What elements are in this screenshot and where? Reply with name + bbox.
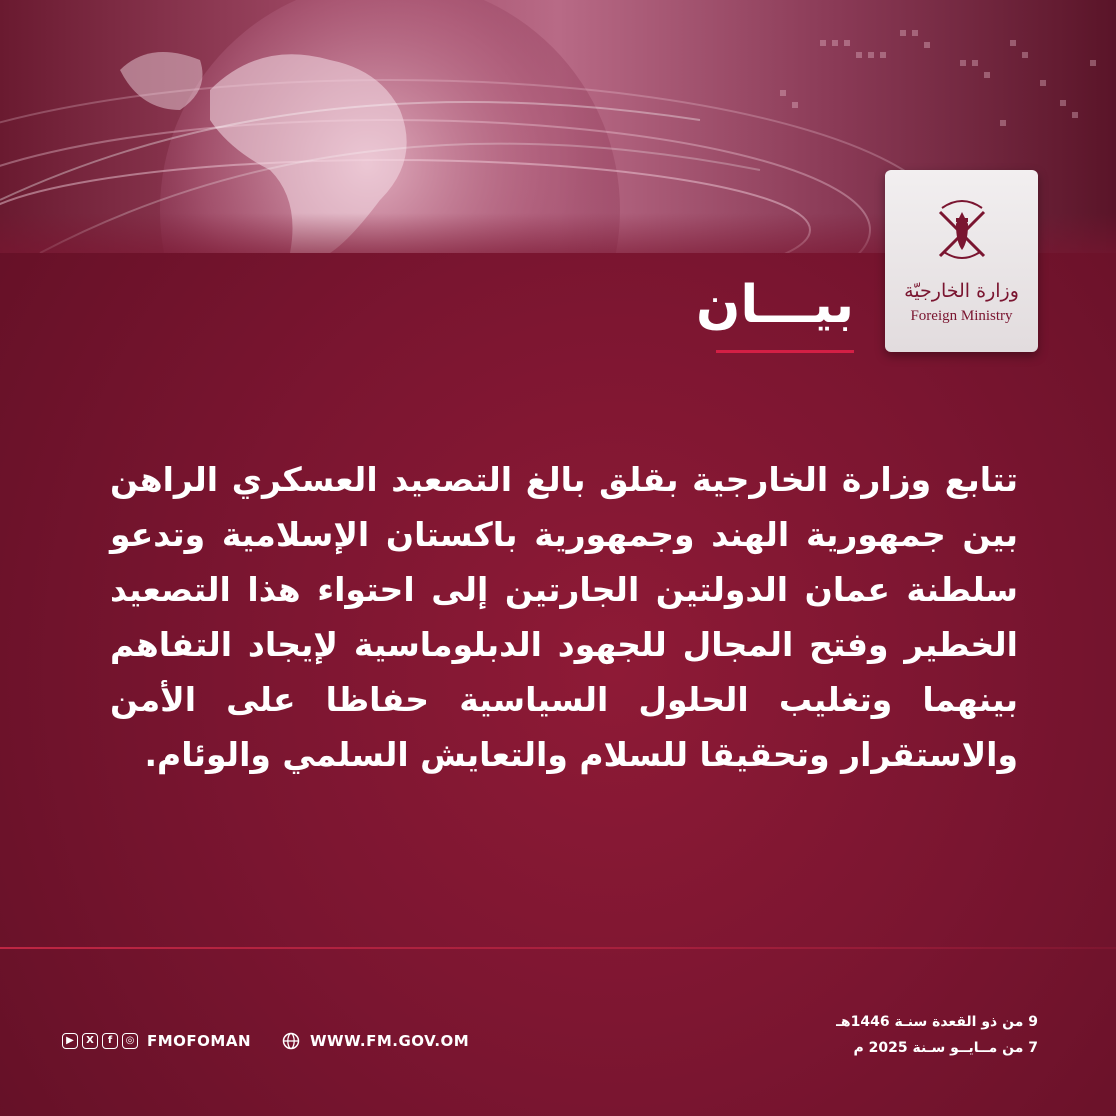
youtube-icon[interactable]: ▶ bbox=[62, 1033, 78, 1049]
footer-divider bbox=[0, 947, 1116, 949]
x-icon[interactable]: X bbox=[82, 1033, 98, 1049]
ministry-name-english: Foreign Ministry bbox=[910, 308, 1013, 324]
social-links bbox=[62, 1031, 251, 1051]
social-handle[interactable]: FMOFOMAN bbox=[147, 1032, 252, 1050]
ministry-logo bbox=[885, 170, 1038, 352]
oman-khanjar-emblem-icon bbox=[922, 190, 1002, 270]
title-underline bbox=[716, 350, 854, 353]
date-hijri: 9 من ذو القعدة سنـة 1446هـ bbox=[836, 1014, 1038, 1030]
instagram-icon[interactable]: ◎ bbox=[122, 1033, 138, 1049]
globe-icon bbox=[282, 1032, 300, 1050]
date-gregorian: 7 من مــايــو سـنة 2025 م bbox=[853, 1040, 1038, 1056]
website-link[interactable] bbox=[282, 1031, 469, 1051]
statement-body: تتابع وزارة الخارجية بقلق بالغ التصعيد العسكري الراهن بين جمهورية الهند وجمهورية باكستان الإسلامية وتدعو سلطنة عمان الدولتين الجارتين إلى احتواء هذا التصعيد الخطير وفتح المجال للجهود الدبلوماسية لإيجاد التفاهم بينهما وتغليب الحلول السياسية حفاظا على الأمن والاستقرار وتحقيقا للسلام والتعايش السلمي والوئام. bbox=[110, 460, 1018, 774]
ministry-name-arabic: وزارة الخارجيّة bbox=[904, 280, 1019, 302]
statement-title: بيـــان bbox=[696, 275, 854, 335]
website-url[interactable]: WWW.FM.GOV.OM bbox=[310, 1032, 470, 1050]
facebook-icon[interactable]: f bbox=[102, 1033, 118, 1049]
